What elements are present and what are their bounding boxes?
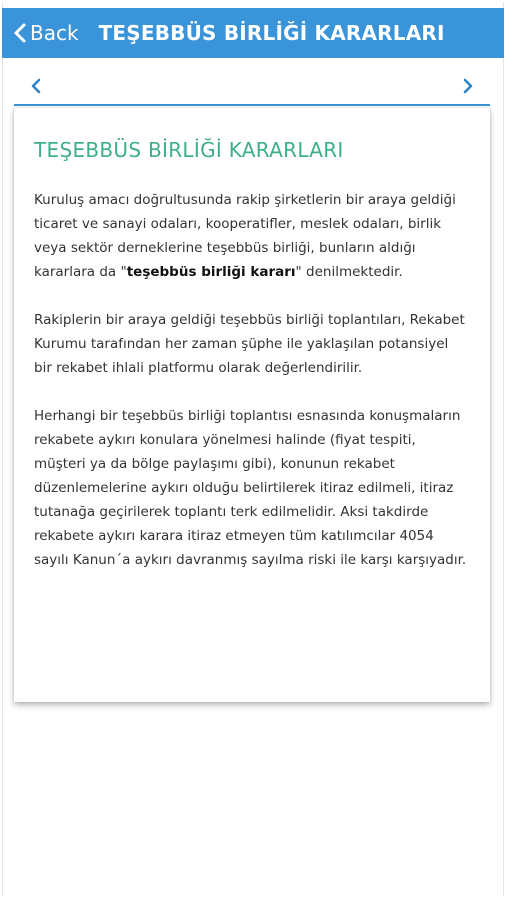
chevron-left-icon [29, 77, 43, 95]
previous-page-button[interactable] [24, 74, 48, 98]
pager-bar [14, 70, 490, 106]
card-title: TEŞEBBÜS BİRLİĞİ KARARLARI [34, 138, 344, 162]
app-header [2, 8, 504, 58]
paragraph-1 [34, 188, 470, 284]
back-button[interactable] [2, 8, 87, 58]
paragraph-1-start: Kuruluş amacı doğrultusunda rakip şirketlerin bir araya geldiği ticaret ve sanayi odaları, kooperatifler, meslek odaları, birlik veya sektör derneklerine teşebbüs birliği, bunların aldığı kararlara da " [34, 192, 456, 280]
chevron-left-icon [12, 21, 28, 45]
paragraph-1-bold: teşebbüs birliği kararı [126, 264, 296, 280]
back-label: Back [30, 21, 79, 45]
paragraph-2: Rakiplerin bir araya geldiği teşebbüs birliği toplantıları, Rekabet Kurumu tarafından her zaman şüphe ile yaklaşılan potansiyel bir rekabet ihlali platformu olarak değerlendirilir. [34, 312, 465, 376]
content-card [14, 108, 490, 702]
paragraph-3: Herhangi bir teşebbüs birliği toplantısı esnasında konuşmaların rekabete aykırı konulara yönelmesi halinde (fiyat tespiti, müşteri ya da bölge paylaşımı gibi), konunun rekabet düzenlemelerine aykırı olduğu belirtilerek itiraz edilmeli, itiraz tutanağa geçirilerek toplantı terk edilmelidir. Aksi takdirde rekabete aykırı karara itiraz etmeyen tüm katılımcılar 4054 sayılı Kanun´a aykırı davranmış sayılma riski ile karşı karşıyadır. [34, 408, 467, 568]
chevron-right-icon [461, 77, 475, 95]
next-page-button[interactable] [456, 74, 480, 98]
paragraph-1-end: " denilmektedir. [295, 264, 403, 280]
page-title: TEŞEBBÜS BİRLİĞİ KARARLARI [98, 21, 445, 45]
